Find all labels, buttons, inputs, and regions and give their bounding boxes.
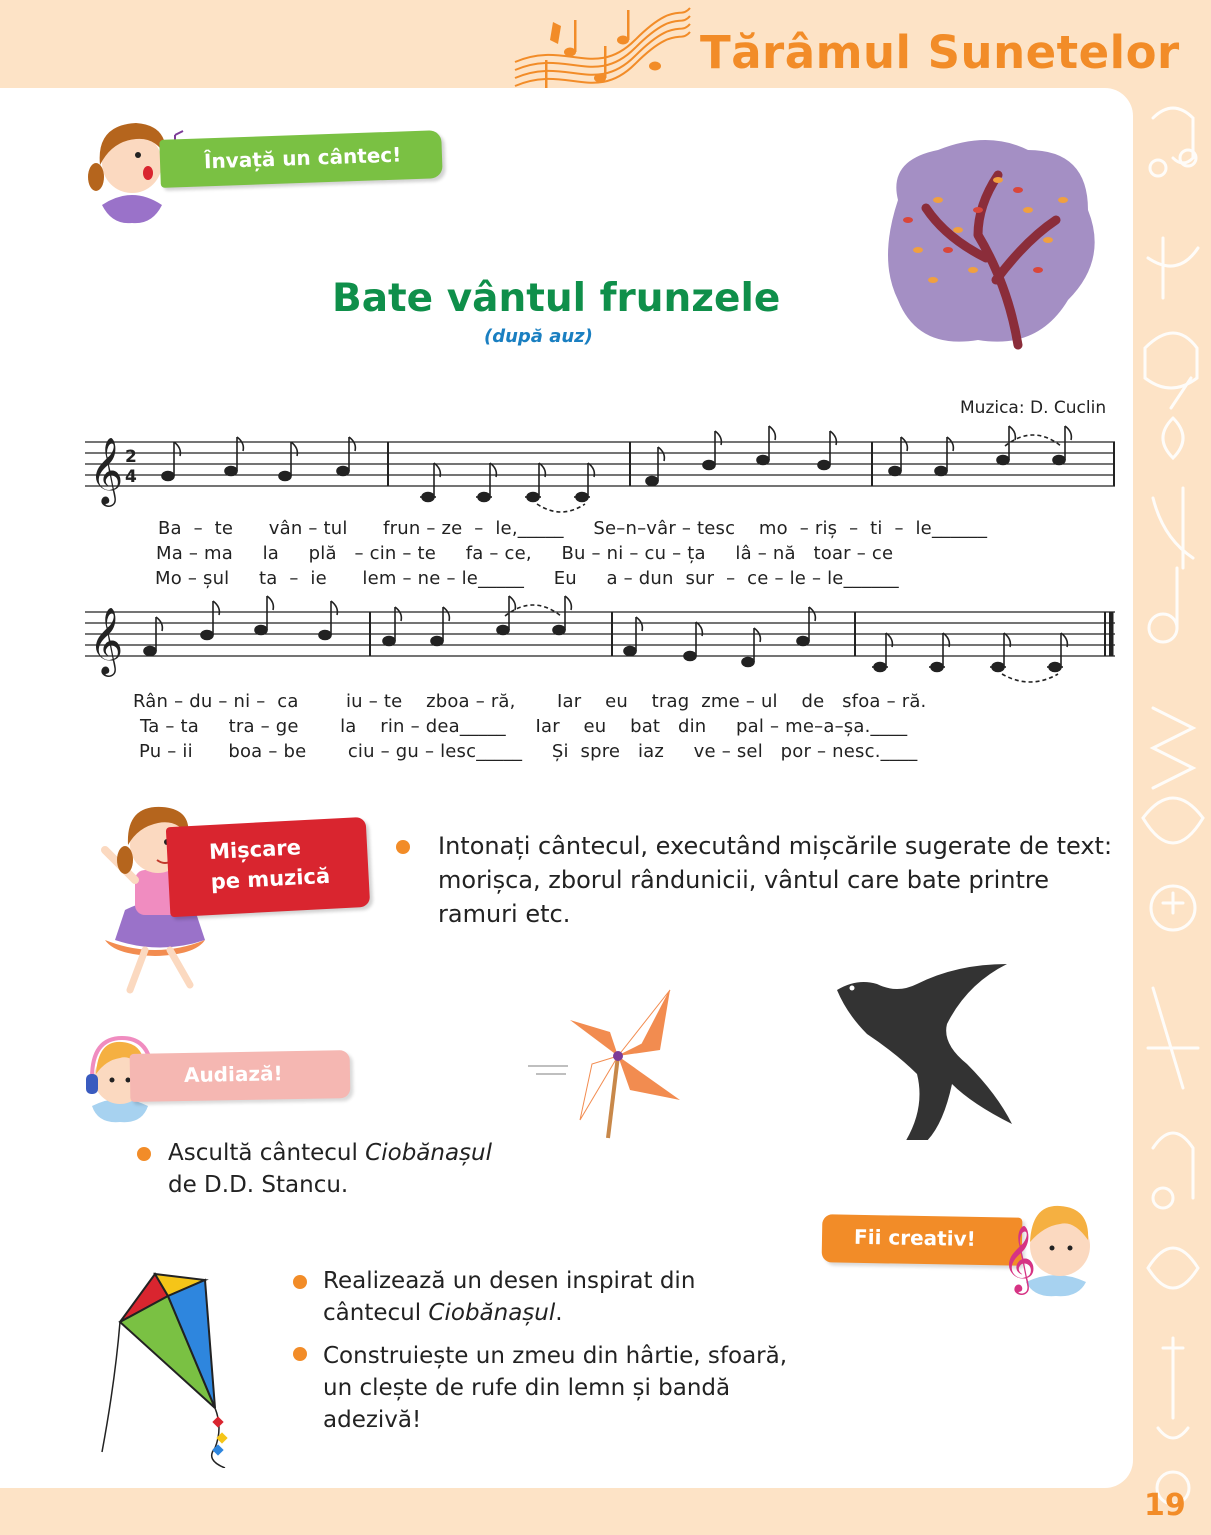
bullet-dot: [396, 840, 410, 854]
treble-clef-icon: 𝄞: [89, 606, 124, 674]
time-signature-top: 2: [125, 447, 137, 467]
music-staff-row-1: [85, 420, 1120, 520]
bullet-dot: [293, 1347, 307, 1361]
music-doodle-icons: [1133, 88, 1211, 1535]
song-subtitle: (după auz): [484, 326, 593, 347]
pinwheel-icon: [520, 980, 690, 1140]
creative-song-name: Ciobănașul: [428, 1300, 556, 1326]
learn-song-badge-label: Învață un cântec!: [203, 142, 402, 174]
right-decorative-strip: [1133, 88, 1211, 1535]
listen-song-name: Ciobănașul: [365, 1140, 493, 1166]
lyric-line-1-2: Ma – ma la plă – cin – te fa – ce, Bu – ni – cu – ța lâ – nă toar – ce: [156, 543, 894, 564]
windy-tree-icon: [878, 140, 1098, 350]
lyric-line-2-3: Pu – ii boa – be ciu – gu – lesc_____ Și spre iaz ve – sel por – nesc.____: [139, 741, 918, 762]
creative-badge-label: Fii creativ!: [853, 1224, 976, 1251]
time-signature-bottom: 4: [125, 467, 137, 487]
music-staff-row-2: [85, 590, 1120, 690]
lyric-line-2-2: Ta – ta tra – ge la rin – dea_____ Iar eu bat din pal – me–a–șa.____: [140, 716, 908, 737]
song-title: Bate vântul frunzele: [332, 276, 781, 321]
listen-badge-label: Audiază!: [183, 1061, 283, 1087]
treble-clef-icon: 𝄞: [89, 436, 124, 504]
page-header-title: Tărâmul Sunetelor: [700, 26, 1180, 79]
movement-badge: [166, 817, 370, 917]
composer-credit: Muzica: D. Cuclin: [960, 398, 1107, 418]
listen-instruction: Ascultă cântecul Ciobănașul de D.D. Stancu.: [168, 1140, 493, 1198]
kite-icon: [100, 1268, 250, 1468]
lyric-line-1-3: Mo – șul ta – ie lem – ne – le_____ Eu a – dun sur – ce – le – le______: [155, 568, 899, 589]
bullet-dot: [293, 1275, 307, 1289]
page-number: 19: [1144, 1488, 1186, 1523]
boy-with-treble-clef-icon: [1000, 1200, 1112, 1300]
treble-clef-icon: 𝄞: [1002, 1224, 1037, 1292]
learn-song-badge: [159, 130, 443, 188]
movement-badge-line-2: pe muzică: [210, 863, 331, 895]
creative-badge: [822, 1214, 1023, 1265]
bullet-dot: [137, 1147, 151, 1161]
creative-instruction-1: Realizează un desen inspirat din cântecul Ciobănașul.: [323, 1268, 696, 1326]
movement-instruction: Intonați cântecul, executând mișcările sugerate de text: morișca, zborul rândunicii, vântul care bate printre ramuri etc.: [438, 832, 1113, 928]
swallow-bird-icon: [832, 950, 1032, 1140]
lyric-line-2-1: Rân – du – ni – ca iu – te zboa – ră, Iar eu trag zme – ul de sfoa – ră.: [133, 691, 927, 712]
movement-badge-line-1: Mișcare: [208, 835, 302, 865]
listen-badge: [130, 1050, 351, 1102]
creative-instruction-2: Construiește un zmeu din hârtie, sfoară, un clește de rufe din lemn și bandă adezivă!: [323, 1343, 788, 1433]
lyric-line-1-1: Ba – te vân – tul frun – ze – le,_____ Se–n–vâr – tesc mo – riș – ti – le______: [158, 518, 988, 539]
